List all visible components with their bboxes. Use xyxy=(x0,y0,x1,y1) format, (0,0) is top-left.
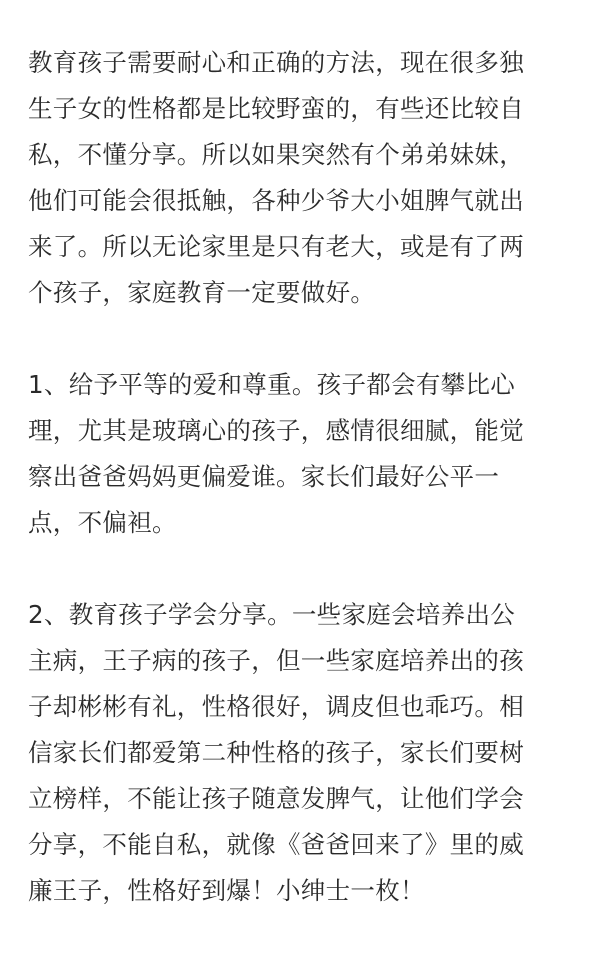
paragraph-point-1 xyxy=(28,362,588,546)
text-line: 生子女的性格都是比较野蛮的，有些还比较自 xyxy=(28,94,524,123)
text-line: 点，不偏袒。 xyxy=(28,508,177,537)
text-line: 来了。所以无论家里是只有老大，或是有了两 xyxy=(28,232,524,261)
paragraph-intro xyxy=(28,40,588,316)
text-line: 立榜样，不能让孩子随意发脾气，让他们学会 xyxy=(28,784,524,813)
text-line: 他们可能会很抵触，各种少爷大小姐脾气就出 xyxy=(28,186,524,215)
text-line: 察出爸爸妈妈更偏爱谁。家长们最好公平一 xyxy=(28,462,500,491)
text-line: 廉王子，性格好到爆！小绅士一枚！ xyxy=(28,876,425,905)
article-body xyxy=(28,40,588,914)
text-line: 分享，不能自私，就像《爸爸回来了》里的威 xyxy=(28,830,524,859)
text-line: 子却彬彬有礼，性格很好，调皮但也乖巧。相 xyxy=(28,692,524,721)
text-line: 1、给予平等的爱和尊重。孩子都会有攀比心 xyxy=(28,370,516,399)
text-line: 信家长们都爱第二种性格的孩子，家长们要树 xyxy=(28,738,524,767)
text-line: 个孩子，家庭教育一定要做好。 xyxy=(28,278,376,307)
text-line: 主病，王子病的孩子，但一些家庭培养出的孩 xyxy=(28,646,524,675)
text-line: 理，尤其是玻璃心的孩子，感情很细腻，能觉 xyxy=(28,416,524,445)
paragraph-point-2 xyxy=(28,592,588,914)
text-line: 2、教育孩子学会分享。一些家庭会培养出公 xyxy=(28,600,516,629)
text-line: 教育孩子需要耐心和正确的方法，现在很多独 xyxy=(28,48,524,77)
text-line: 私，不懂分享。所以如果突然有个弟弟妹妹， xyxy=(28,140,524,169)
